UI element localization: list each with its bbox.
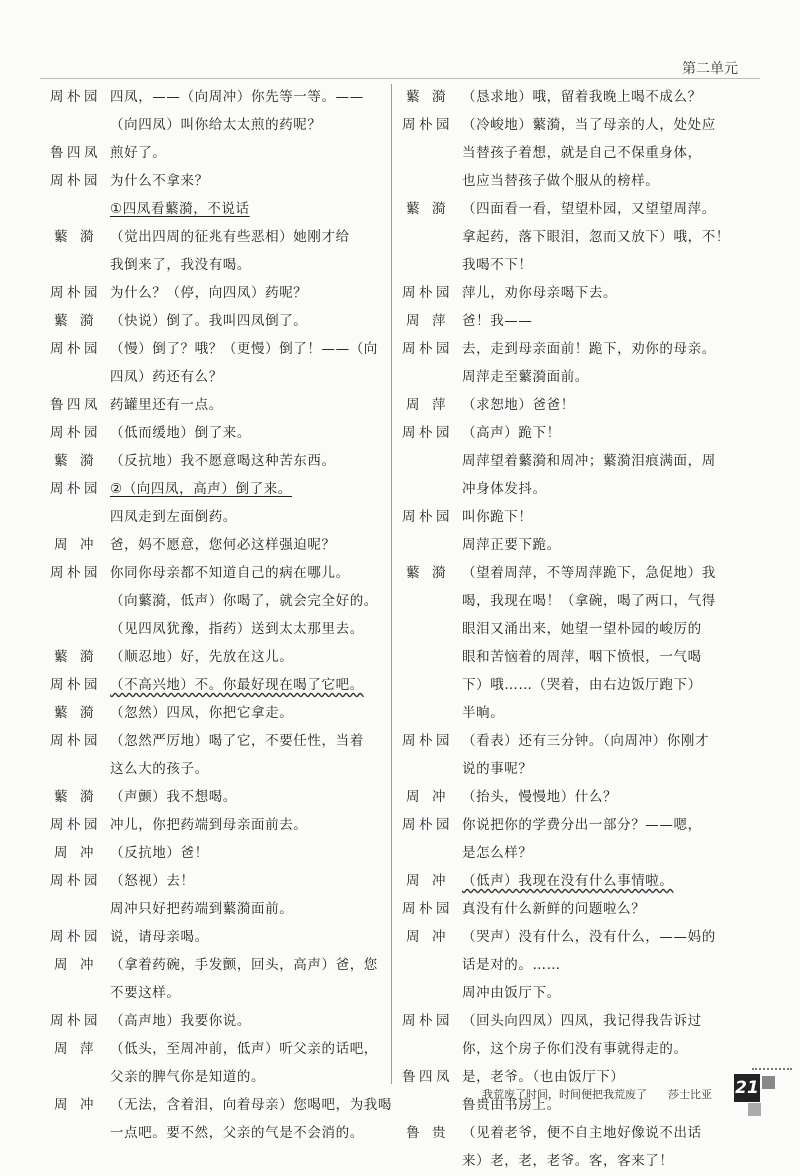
dialogue-text: （顺忍地）好，先放在这儿。 [110,649,294,665]
dialogue-text: 下）哦……（哭着，由右边饭厅跑下） [462,677,702,693]
speaker-name: 周朴园 [402,733,450,749]
dialogue-text: 是，老爷。（也由饭厅下） [462,1069,625,1085]
dialogue-text: （反抗地）我不愿意喝这种苦东西。 [110,453,336,469]
dialogue-line [402,280,747,306]
speaker-name: 蘩 漪 [54,453,94,469]
speaker-name: 蘩 漪 [54,649,94,665]
stage-direction-text: 周冲由饭厅下。 [462,985,561,1001]
dialogue-text: 说的事呢？ [462,761,533,777]
dialogue-line [50,980,395,1006]
dialogue-text: 拿起药，落下眼泪，忽而又放下）哦，不！ [462,229,730,245]
speaker-name: 周 冲 [406,929,446,945]
dialogue-text: （慢）倒了？哦？（更慢）倒了！——（向 [110,341,378,357]
dialogue-text: 为什么？（停，向四凤）药呢？ [110,285,308,301]
speaker-name: 鲁四凤 [402,1069,450,1085]
speaker-name: 周朴园 [402,509,450,525]
footer-dotted-rule [752,1068,792,1070]
dialogue-text: 我喝不下！ [462,257,533,273]
dialogue-line [50,756,395,782]
dialogue-line [50,700,395,726]
speaker-name: 蘩 漪 [54,789,94,805]
speaker-name: 蘩 漪 [54,705,94,721]
dialogue-text: 你同你母亲都不知道自己的病在哪儿。 [110,565,350,581]
dialogue-text: 说，请母亲喝。 [110,929,209,945]
speaker-name: 周朴园 [50,677,98,693]
dialogue-line [402,560,747,586]
dialogue-line [50,392,395,418]
dialogue-line [50,1008,395,1034]
dialogue-text: 为什么不拿来？ [110,173,209,189]
speaker-name: 鲁四凤 [50,397,98,413]
dialogue-line [402,840,747,866]
speaker-name: 周 萍 [406,313,446,329]
dialogue-line [50,1120,395,1146]
dialogue-line [50,336,395,362]
dialogue-line [402,224,747,250]
dialogue-line [50,784,395,810]
speaker-name: 周朴园 [402,117,450,133]
dialogue-line [402,1036,747,1062]
speaker-name: 蘩 漪 [54,313,94,329]
speaker-name: 周 冲 [54,957,94,973]
dialogue-text: （抬头，慢慢地）什么？ [462,789,618,805]
stage-direction-text: 周萍望着蘩漪和周冲；蘩漪泪痕满面，周 [462,453,716,469]
speaker-name: 周朴园 [50,481,98,497]
speaker-name: 周朴园 [50,565,98,581]
dialogue-text: 煎好了。 [110,145,167,161]
dialogue-line [50,84,395,110]
footer-author: 莎士比亚 [668,1088,712,1101]
dialogue-text: 来）老，老，老爷。客，客来了！ [462,1153,674,1169]
dialogue-text: （忽然）四凤，你把它拿走。 [110,705,294,721]
decorative-square [762,1076,775,1089]
dialogue-line [402,924,747,950]
dialogue-text: ②（向四凤，高声）倒了来。 [110,481,292,497]
column-divider [391,84,392,1084]
dialogue-line [50,252,395,278]
stage-direction [50,896,395,922]
dialogue-text: （声颤）我不想喝。 [110,789,237,805]
dialogue-text: 萍儿，劝你母亲喝下去。 [462,285,618,301]
speaker-name: 周朴园 [50,425,98,441]
dialogue-line [50,224,395,250]
dialogue-line [50,952,395,978]
speaker-name: 周 萍 [406,397,446,413]
dialogue-line [402,728,747,754]
dialogue-line [50,1036,395,1062]
dialogue-text: 真没有什么新鲜的问题啦么？ [462,901,646,917]
dialogue-text: 你，这个房子你们没有事就得走的。 [462,1041,688,1057]
stage-direction [402,980,747,1006]
dialogue-text: （向蘩漪，低声）你喝了，就会完全好的。 [110,593,378,609]
dialogue-text: 你说把你的学费分出一部分？——嗯， [462,817,702,833]
dialogue-text: （忽然严厉地）喝了它，不要任性，当着 [110,733,364,749]
stage-direction-text: 周冲只好把药端到蘩漪面前。 [110,901,294,917]
speaker-name: 蘩 漪 [54,229,94,245]
stage-direction-text: 半晌。 [462,705,505,721]
stage-direction-text: 冲身体发抖。 [462,481,547,497]
dialogue-text: （无法，含着泪，向着母亲）您喝吧，为我喝 [110,1097,392,1113]
dialogue-line [50,308,395,334]
dialogue-line [402,392,747,418]
dialogue-text: 眼泪又涌出来，她望一望朴园的峻厉的 [462,621,702,637]
speaker-name: 周 冲 [54,1097,94,1113]
stage-direction [50,504,395,530]
dialogue-text: 爸！我—— [462,313,533,329]
dialogue-line [50,476,395,502]
dialogue-line [50,280,395,306]
stage-direction-text: 周萍走至蘩漪面前。 [462,369,589,385]
stage-direction-text: 四凤走到左面倒药。 [110,509,237,525]
dialogue-line [50,924,395,950]
dialogue-text: （哭声）没有什么，没有什么，——妈的 [462,929,716,945]
dialogue-text: （低而缓地）倒了来。 [110,425,251,441]
dialogue-line [50,840,395,866]
dialogue-text: （回头向四凤）四凤，我记得我告诉过 [462,1013,702,1029]
dialogue-text: 四凤）药还有么？ [110,369,223,385]
speaker-name: 鲁 贵 [406,1125,446,1141]
dialogue-text: 当替孩子着想，就是自己不保重身体， [462,145,702,161]
dialogue-text: 一点吧。要不然，父亲的气是不会消的。 [110,1125,364,1141]
speaker-name: 周朴园 [402,901,450,917]
speaker-name: 蘩 漪 [406,565,446,581]
dialogue-line [402,616,747,642]
speaker-name: 周朴园 [50,1013,98,1029]
right-column [402,84,747,1176]
dialogue-line [402,784,747,810]
dialogue-text: （不高兴地）不。你最好现在喝了它吧。 [110,677,364,693]
dialogue-line [50,420,395,446]
dialogue-line [50,532,395,558]
dialogue-line [50,728,395,754]
dialogue-line [50,868,395,894]
dialogue-line [402,756,747,782]
speaker-name: 蘩 漪 [406,201,446,217]
dialogue-line [402,672,747,698]
dialogue-text: 不要这样。 [110,985,181,1001]
dialogue-text: （反抗地）爸！ [110,845,209,861]
dialogue-text: （快说）倒了。我叫四凤倒了。 [110,313,308,329]
speaker-name: 周朴园 [50,285,98,301]
dialogue-text: （见着老爷，便不自主地好像说不出话 [462,1125,702,1141]
stage-direction [50,196,395,222]
stage-direction-text: ①四凤看蘩漪，不说话 [110,201,250,217]
dialogue-line [402,952,747,978]
dialogue-text: （高声地）我要你说。 [110,1013,251,1029]
stage-direction [402,532,747,558]
dialogue-text: （四面看一看，望望朴园，又望望周萍。 [462,201,716,217]
header-rule [40,78,760,79]
dialogue-text: （高声）跪下！ [462,425,561,441]
dialogue-line [50,588,395,614]
dialogue-line [50,616,395,642]
dialogue-text: （看表）还有三分钟。（向周冲）你刚才 [462,733,710,749]
speaker-name: 周朴园 [50,341,98,357]
dialogue-text: 这么大的孩子。 [110,761,209,777]
dialogue-line [50,1092,395,1118]
speaker-name: 周朴园 [50,929,98,945]
dialogue-text: 叫你跪下！ [462,509,533,525]
speaker-name: 周朴园 [50,733,98,749]
speaker-name: 周朴园 [402,285,450,301]
dialogue-text: （低声）我现在没有什么事情啦。 [462,873,674,889]
dialogue-line [50,448,395,474]
dialogue-line [402,308,747,334]
dialogue-line [402,868,747,894]
dialogue-line [50,364,395,390]
dialogue-line [50,168,395,194]
dialogue-line [402,84,747,110]
dialogue-line [402,896,747,922]
dialogue-text: 眼和苦恼着的周萍，咽下愤恨，一气喝 [462,649,702,665]
speaker-name: 周朴园 [402,1013,450,1029]
dialogue-line [402,196,747,222]
dialogue-text: 我倒来了，我没有喝。 [110,257,251,273]
speaker-name: 鲁四凤 [50,145,98,161]
speaker-name: 周朴园 [50,873,98,889]
speaker-name: 周朴园 [402,425,450,441]
dialogue-text: 也应当替孩子做个服从的榜样。 [462,173,660,189]
dialogue-line [402,644,747,670]
dialogue-line [402,1148,747,1174]
stage-direction [402,476,747,502]
dialogue-text: （见四凤犹豫，指药）送到太太那里去。 [110,621,364,637]
stage-direction [402,448,747,474]
dialogue-line [402,588,747,614]
dialogue-line [402,140,747,166]
dialogue-text: 冲儿，你把药端到母亲面前去。 [110,817,308,833]
dialogue-text: 药罐里还有一点。 [110,397,223,413]
dialogue-text: （低头，至周冲前，低声）听父亲的话吧， [110,1041,378,1057]
speaker-name: 周 冲 [406,873,446,889]
dialogue-line [402,420,747,446]
dialogue-text: （望着周萍，不等周萍跪下，急促地）我 [462,565,716,581]
dialogue-text: （觉出四周的征兆有些恶相）她刚才给 [110,229,350,245]
dialogue-text: （恳求地）哦，留着我晚上喝不成么？ [462,89,702,105]
speaker-name: 周 萍 [54,1041,94,1057]
speaker-name: 周朴园 [402,817,450,833]
dialogue-line [50,112,395,138]
speaker-name: 周朴园 [50,817,98,833]
dialogue-text: 四凤，——（向周冲）你先等一等。—— [110,89,364,105]
dialogue-line [402,168,747,194]
dialogue-text: （拿着药碗，手发颤，回头，高声）爸，您 [110,957,378,973]
footer-quote: 我荒废了时间，时间便把我荒废了 [482,1088,647,1101]
decorative-square [748,1103,761,1116]
dialogue-text: （怒视）去！ [110,873,195,889]
dialogue-text: 喝，我现在喝！（拿碗，喝了两口，气得 [462,593,716,609]
speaker-name: 周朴园 [50,89,98,105]
dialogue-line [50,140,395,166]
dialogue-text: （向四凤）叫你给太太煎的药呢？ [110,117,322,133]
stage-direction [402,364,747,390]
dialogue-line [402,1008,747,1034]
dialogue-text: （冷峻地）蘩漪，当了母亲的人，处处应 [462,117,716,133]
dialogue-line [50,560,395,586]
unit-header: 第二单元 [682,61,738,77]
dialogue-line [402,504,747,530]
dialogue-line [402,812,747,838]
stage-direction [402,700,747,726]
page-number: 21 [734,1074,760,1102]
dialogue-text: 是怎么样？ [462,845,533,861]
dialogue-text: 父亲的脾气你是知道的。 [110,1069,266,1085]
stage-direction-text: 周萍正要下跪。 [462,537,561,553]
dialogue-line [402,336,747,362]
dialogue-text: 爸，妈不愿意，您何必这样强迫呢？ [110,537,336,553]
dialogue-line [50,672,395,698]
dialogue-text: 话是对的。…… [462,957,561,973]
dialogue-line [50,644,395,670]
speaker-name: 周 冲 [54,537,94,553]
dialogue-line [402,1120,747,1146]
speaker-name: 蘩 漪 [406,89,446,105]
dialogue-line [50,1064,395,1090]
speaker-name: 周 冲 [54,845,94,861]
speaker-name: 周朴园 [50,173,98,189]
left-column [50,84,395,1148]
dialogue-text: （求恕地）爸爸！ [462,397,575,413]
dialogue-text: 去，走到母亲面前！跪下，劝你的母亲。 [462,341,716,357]
speaker-name: 周 冲 [406,789,446,805]
speaker-name: 周朴园 [402,341,450,357]
dialogue-line [402,252,747,278]
stage-direction-text: 鲁贵由书房上。 [462,1097,561,1113]
dialogue-line [50,812,395,838]
dialogue-line [402,112,747,138]
